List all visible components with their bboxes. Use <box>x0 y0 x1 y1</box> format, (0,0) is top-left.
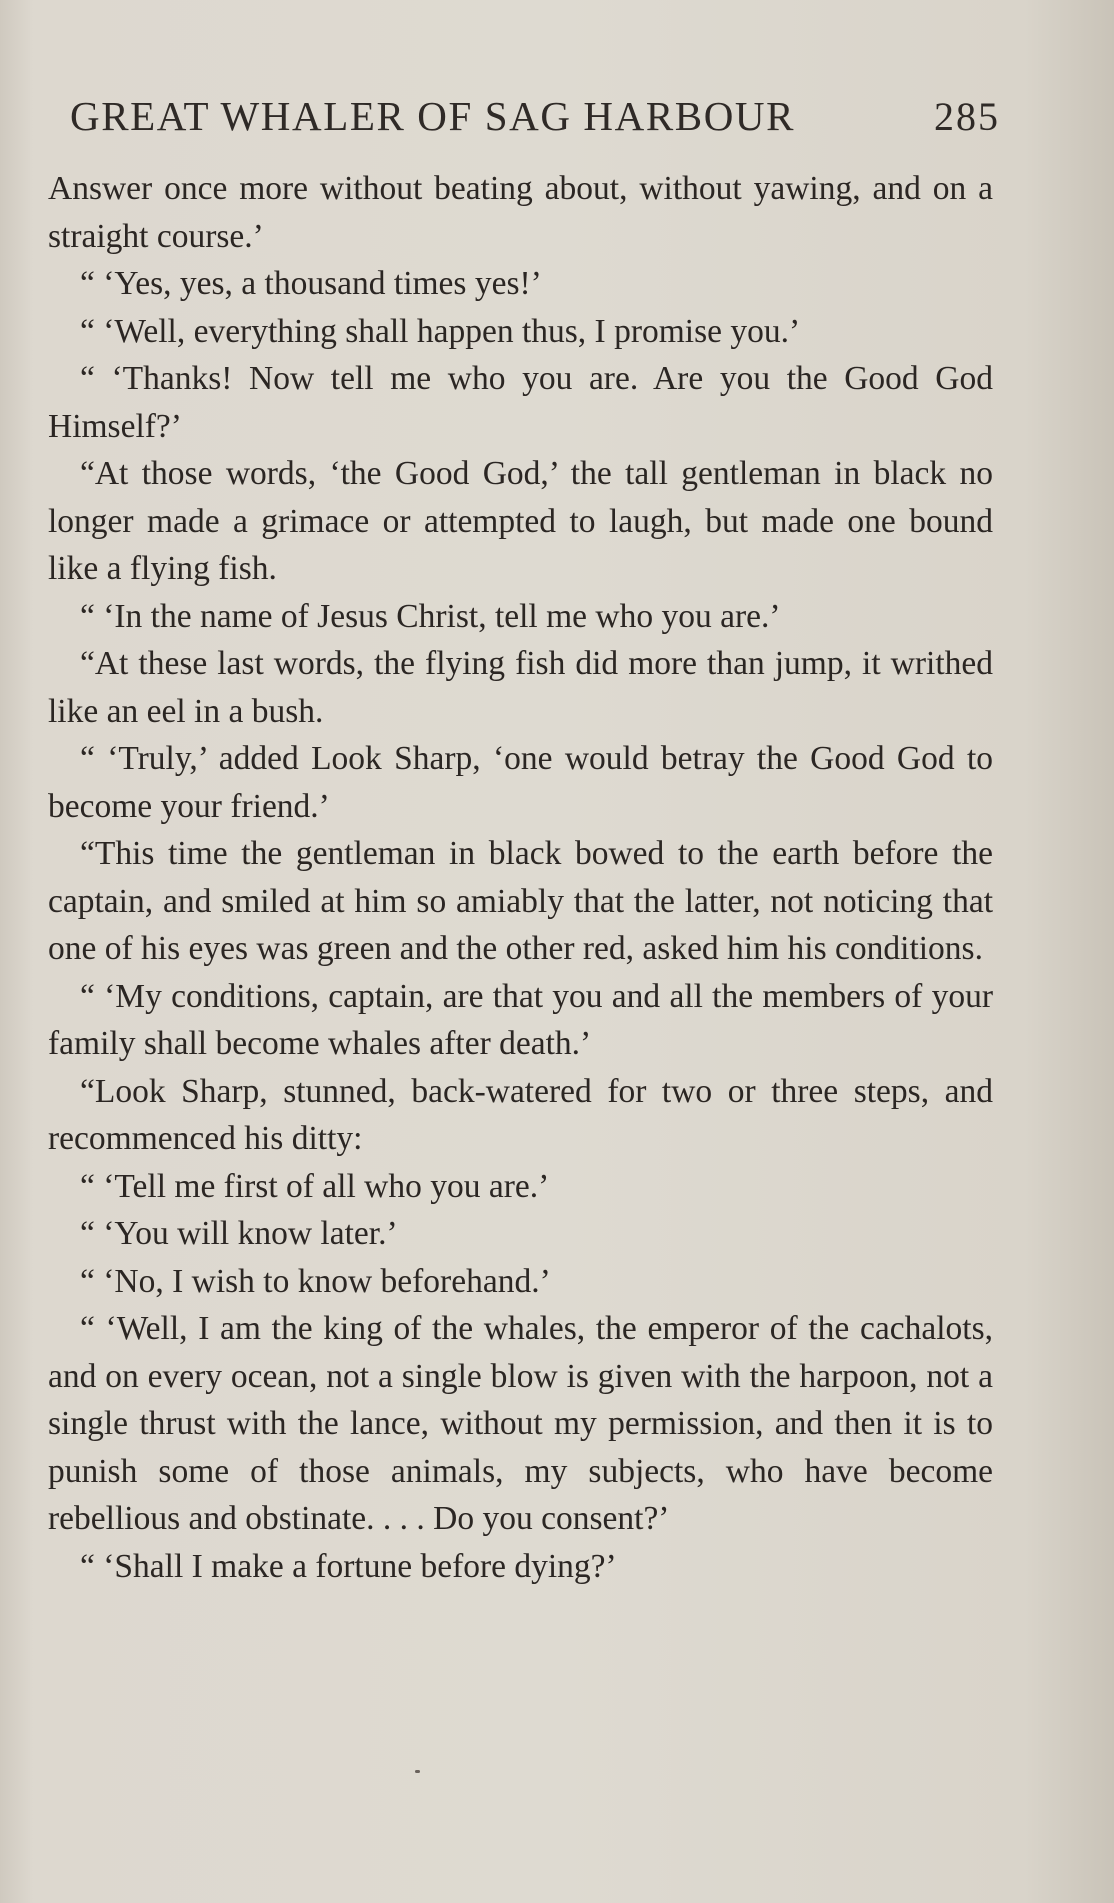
paragraph: Answer once more without beating about, without yawing, and on a straight course.’ <box>48 170 993 255</box>
paragraph: “This time the gentleman in black bowed to the earth before the captain, and smiled at him so amiably that the latter, not noticing that one of his eyes was green and the other red, asked him his conditions. <box>48 835 993 967</box>
paragraph: “At those words, ‘the Good God,’ the tall gentleman in black no longer made a grimace or attempted to laugh, but made one bound like a flying fish. <box>48 455 993 587</box>
paragraph: “ ‘Yes, yes, a thousand times yes!’ <box>80 265 542 302</box>
paragraph: “ ‘Well, I am the king of the whales, the emperor of the cachalots, and on every ocean, not a single blow is given with the harpoon, not a single thrust with the lance, without my permission, and then it is to punish some of those animals, my subjects, who have become rebellious and obstinate. . . . Do you consent?’ <box>48 1310 993 1537</box>
paragraph: “At these last words, the flying fish did more than jump, it writhed like an eel in a bush. <box>48 645 993 730</box>
page-number: 285 <box>934 94 1000 139</box>
running-head-title: GREAT WHALER OF SAG HARBOUR <box>70 93 796 139</box>
paragraph: “ ‘Well, everything shall happen thus, I promise you.’ <box>80 312 801 350</box>
ink-speck <box>415 1770 420 1773</box>
paragraph: “ ‘Shall I make a fortune before dying?’ <box>80 1547 617 1585</box>
paragraph: “ ‘In the name of Jesus Christ, tell me who you are.’ <box>80 597 781 635</box>
paragraph: “ ‘My conditions, captain, are that you and all the members of your family shall become whales after death.’ <box>48 977 993 1062</box>
paragraph: “ ‘You will know later.’ <box>80 1215 398 1252</box>
paragraph: “ ‘Tell me first of all who you are.’ <box>80 1167 550 1205</box>
paragraph: “Look Sharp, stunned, back-watered for two or three steps, and recommenced his ditty: <box>48 1072 993 1157</box>
body-text <box>48 165 993 1590</box>
running-head <box>70 92 1000 152</box>
paragraph: “ ‘Thanks! Now tell me who you are. Are you the Good God Himself?’ <box>48 360 993 445</box>
paragraph: “ ‘No, I wish to know beforehand.’ <box>80 1262 551 1300</box>
paragraph: “ ‘Truly,’ added Look Sharp, ‘one would betray the Good God to become your friend.’ <box>48 740 993 825</box>
